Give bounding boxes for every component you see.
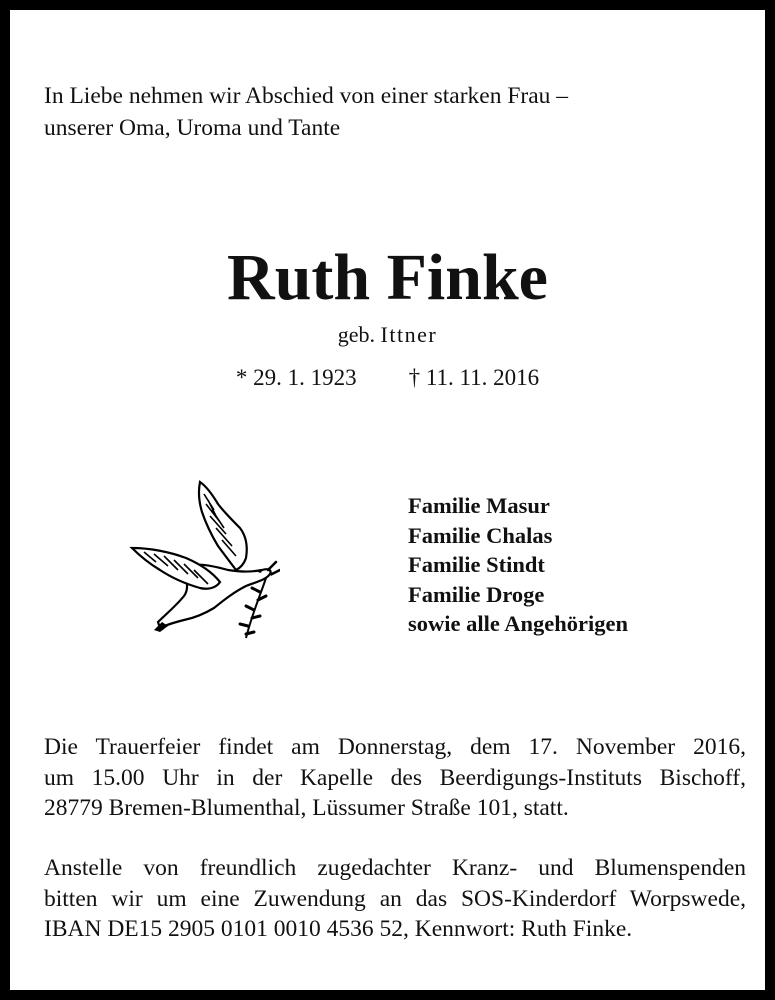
dove-with-olive-branch-icon	[120, 470, 280, 642]
intro-line-2: unserer Oma, Uroma und Tante	[44, 115, 341, 141]
deceased-name: Ruth Finke	[227, 241, 548, 314]
maiden-name	[10, 320, 765, 350]
donation-line-1: Anstelle von freundlich zugedachter Kranz- und Blumenspenden	[44, 855, 746, 881]
funeral-service-info	[44, 732, 746, 824]
maiden-surname: Ittner	[380, 322, 438, 347]
family-line-2: Familie Chalas	[408, 522, 553, 548]
intro-line-1: In Liebe nehmen wir Abschied von einer starken Frau –	[44, 83, 569, 109]
donation-line-2: bitten wir um eine Zuwendung an das SOS-Kinderdorf Worpswede,	[44, 885, 746, 912]
family-line-1: Familie Masur	[408, 493, 550, 518]
service-line-2: um 15.00 Uhr in der Kapelle des Beerdigungs-Instituts Bischoff,	[44, 764, 746, 791]
donation-info	[44, 853, 746, 945]
family-line-4: Familie Droge	[408, 581, 545, 607]
service-line-1: Die Trauerfeier findet am Donnerstag, dem 17. November 2016,	[44, 734, 746, 760]
donation-line-3: IBAN DE15 2905 0101 0010 4536 52, Kennwort: Ruth Finke.	[44, 916, 633, 942]
maiden-prefix: geb.	[337, 322, 376, 347]
intro-text	[44, 80, 568, 144]
family-line-3: Familie Stindt	[408, 552, 545, 577]
service-line-3: 28779 Bremen-Blumenthal, Lüssumer Straße 101, statt.	[44, 795, 569, 821]
mourning-families	[408, 491, 628, 639]
death-date: † 11. 11. 2016	[408, 365, 540, 390]
birth-date: * 29. 1. 1923	[235, 365, 357, 390]
family-line-5: sowie alle Angehörigen	[408, 611, 628, 636]
life-dates	[10, 362, 765, 394]
